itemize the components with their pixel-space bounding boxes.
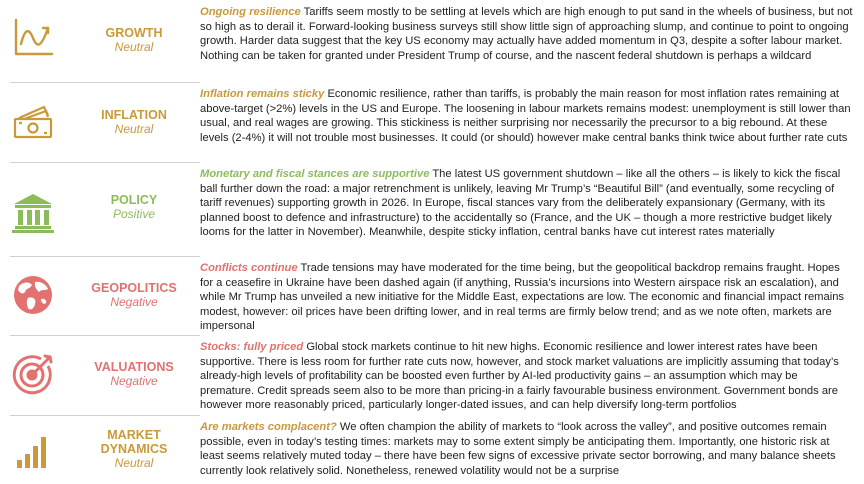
valuations-heading: Stocks: fully priced xyxy=(200,341,304,353)
market-dynamics-stance: Neutral xyxy=(114,456,154,470)
banknotes-icon xyxy=(10,101,56,147)
growth-text xyxy=(200,5,854,63)
growth-body: Tariffs seem mostly to be settling at levels which are high enough to put sand in the wheels of business, but not so high as to derail it. Forward-looking business surveys still show little sign of approaching slump, and continue to point to ongoing growth. Harder data suggest that the key US economy may actually have added momentum in Q3, despite a softer labour market. Nothing can be taken for granted under President Trump of course, and the nascent federal shutdown is perhaps a wildcard xyxy=(200,6,853,62)
policy-label xyxy=(70,193,198,221)
inflation-stance: Neutral xyxy=(114,122,154,136)
growth-chart-icon xyxy=(10,14,56,60)
inflation-title: INFLATION xyxy=(101,108,167,122)
growth-heading: Ongoing resilience xyxy=(200,6,301,18)
valuations-title: VALUATIONS xyxy=(94,360,174,374)
market-dynamics-title-line2: DYNAMICS xyxy=(100,442,168,456)
bank-building-icon xyxy=(10,190,56,236)
inflation-text xyxy=(200,87,854,145)
policy-body: The latest US government shutdown – like all the others – is likely to kick the fiscal ball further down the road: a major retrenchment is unlikely, leaving Mr Trump’s “Beautiful Bill” (and eventually, some recycling of tariff revenues) supporting growth in 2026. In Europe, fiscal stances vary from the deliberately expansionary (Germany, with its planned boost to defence and infrastructure) to the accidentally so (France, and the UK – though a more restrictive budget likely looms for the latter in November). Meanwhile, despite sticky inflation, central banks have cut interest rates materially xyxy=(200,168,841,239)
separator-4 xyxy=(10,335,200,336)
separator-5 xyxy=(10,415,200,416)
valuations-body: Global stock markets continue to hit new highs. Economic resilience and lower interest rates have been supportive. There is less room for further rate cuts now, however, and stock market valuations are implicitly assuming that today’s already-high levels of profitability can be boosted even further by AI-led productivity gains – an assumption which may be premature. Credit spreads seem also to be more than pricing-in a fairly favourable business environment. Government bonds are however more reasonably priced, particularly longer-dated issues, and can help diversify long-term portfolios xyxy=(200,341,839,412)
policy-text xyxy=(200,167,854,240)
policy-heading: Monetary and fiscal stances are supportive xyxy=(200,168,430,180)
geopolitics-title: GEOPOLITICS xyxy=(91,281,177,295)
separator-2 xyxy=(10,162,200,163)
valuations-label xyxy=(70,360,198,388)
geopolitics-text xyxy=(200,261,854,334)
market-dynamics-body: We often champion the ability of markets to “look across the valley”, and positive outcomes remain possible, even in today’s testing times: markets may to some extent simply be anticipating them. Importantly, one historic risk at least seems relatively muted today – there have been few signs of excessive private sector borrowing, and many balance sheets currently look relatively solid. Nonetheless, renewed volatility would not be a surprise xyxy=(200,421,836,477)
policy-stance: Positive xyxy=(112,207,156,221)
market-dynamics-heading: Are markets complacent? xyxy=(200,421,337,433)
growth-title: GROWTH xyxy=(105,26,163,40)
geopolitics-label xyxy=(70,281,198,309)
market-dynamics-label xyxy=(70,428,198,470)
valuations-text xyxy=(200,340,854,413)
target-icon xyxy=(10,351,56,397)
geopolitics-heading: Conflicts continue xyxy=(200,262,298,274)
valuations-stance: Negative xyxy=(110,374,158,388)
separator-3 xyxy=(10,256,200,257)
geopolitics-body: Trade tensions may have moderated for the time being, but the geopolitical backdrop remains fraught. Hopes for a ceasefire in Ukraine have been dashed again (if anything, Russia’s incursions into Western airspace risk an escalation), and while Mr Trump has unveiled a new initiative for the Middle East, expectations are low. The economic and financial impact remains modest, however: oil prices have been drifting lower, and in real terms are firmly below trend; and as we note often, markets are impersonal xyxy=(200,262,845,333)
bar-chart-icon xyxy=(10,428,56,474)
policy-title: POLICY xyxy=(110,193,158,207)
inflation-label xyxy=(70,108,198,136)
growth-stance: Neutral xyxy=(114,40,154,54)
inflation-body: Economic resilience, rather than tariffs, is probably the main reason for most inflation rates remaining at above-target (>2%) levels in the US and Europe. The loosening in labour markets remains modest: unemployment is still lower than usual, and real wages are growing. This stickiness is neither surprising nor necessarily the precursor to a big rebound. At these levels (2-4%) it will not trouble most businesses. It could (or should) however make central banks think twice about further rate cuts xyxy=(200,88,851,144)
inflation-heading: Inflation remains sticky xyxy=(200,88,325,100)
separator-1 xyxy=(10,82,200,83)
market-dynamics-text xyxy=(200,420,854,478)
growth-label xyxy=(70,26,198,54)
market-dynamics-title-line1: MARKET xyxy=(107,428,161,442)
globe-icon xyxy=(10,272,56,318)
geopolitics-stance: Negative xyxy=(110,295,158,309)
